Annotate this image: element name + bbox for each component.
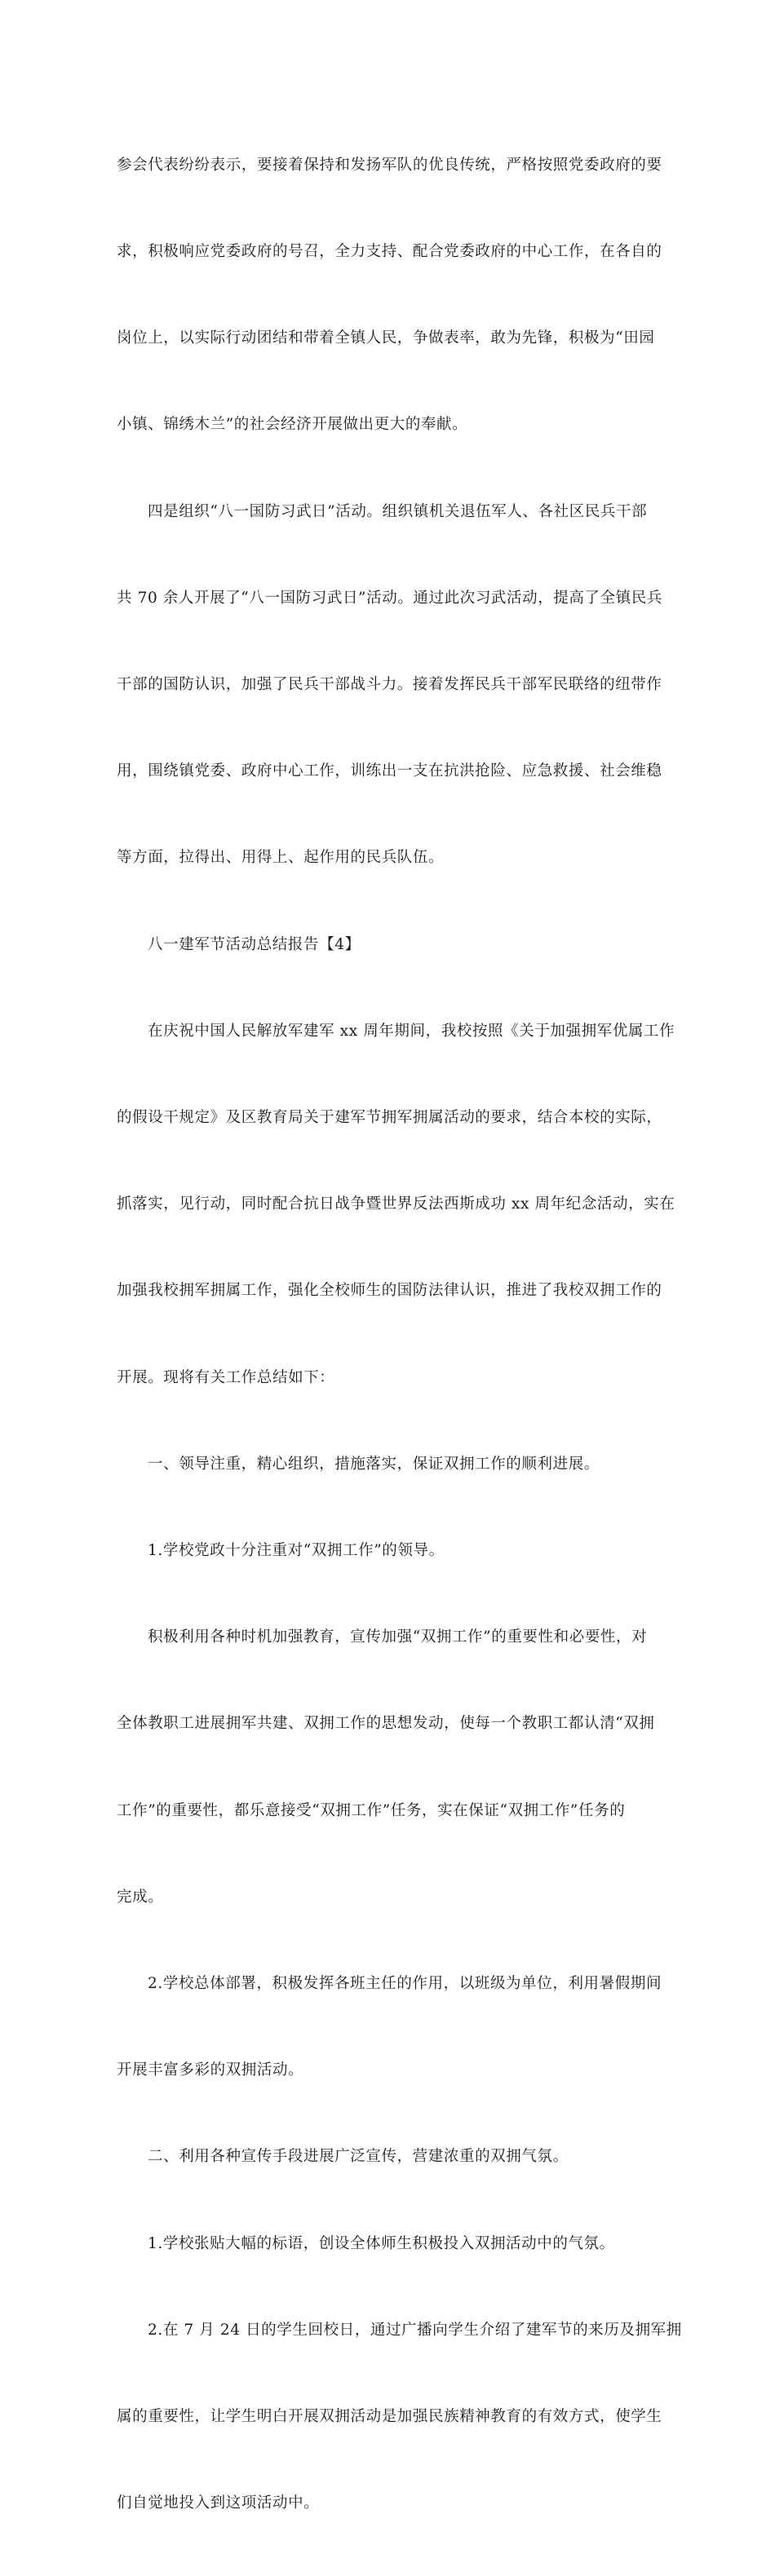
text-line: 求，积极响应党委政府的号召，全力支持、配合党委政府的中心工作，在各自的 [117,243,662,261]
text-line: 用，围绕镇党委、政府中心工作，训练出一支在抗洪抢险、应急救援、社会维稳 [117,762,662,780]
text-line: 加强我校拥军拥属工作，强化全校师生的国防法律认识，推进了我校双拥工作的 [117,1282,662,1300]
text-line: 一、领导注重，精心组织，措施落实，保证双拥工作的顺利进展。 [148,1455,600,1473]
text-line: 参会代表纷纷表示，要接着保持和发扬军队的优良传统，严格按照党委政府的要 [117,156,662,174]
text-line: 等方面，拉得出、用得上、起作用的民兵队伍。 [117,849,445,867]
text-line: 们自觉地投入到这项活动中。 [117,2494,320,2512]
text-line: 属的重要性，让学生明白开展双拥活动是加强民族精神教育的有效方式，使学生 [117,2408,662,2426]
document-page [117,93,682,2576]
text-line: 开展。现将有关工作总结如下： [117,1368,335,1386]
text-line: 积极利用各种时机加强教育，宣传加强“双拥工作”的重要性和必要性，对 [148,1628,648,1646]
text-line: 共 70 余人开展了“八一国防习武日”活动。通过此次习武活动，提高了全镇民兵 [117,589,663,607]
text-line: 工作”的重要性，都乐意接受“双拥工作”任务，实在保证“双拥工作”任务的 [117,1801,626,1819]
text-line: 2.学校总体部署，积极发挥各班主任的作用，以班级为单位，利用暑假期间 [148,1975,662,1993]
text-line: 1.学校张贴大幅的标语，创设全体师生积极投入双拥活动中的气氛。 [148,2234,615,2252]
text-line: 1.学校党政十分注重对“双拥工作”的领导。 [148,1542,445,1560]
text-line: 二、利用各种宣传手段进展广泛宣传，营建浓重的双拥气氛。 [148,2148,569,2166]
text-line: 四是组织“八一国防习武日”活动。组织镇机关退伍军人、各社区民兵干部 [148,502,648,520]
section-heading: 八一建军节活动总结报告【4】 [148,935,361,953]
text-line: 小镇、锦绣木兰”的社会经济开展做出更大的奉献。 [117,416,468,434]
text-line: 干部的国防认识，加强了民兵干部战斗力。接着发挥民兵干部军民联络的纽带作 [117,676,662,694]
text-line: 完成。 [117,1888,164,1906]
text-line: 抓落实，见行动，同时配合抗日战争暨世界反法西斯成功 xx 周年纪念活动，实在 [117,1195,675,1213]
text-line: 的假设干规定》及区教育局关于建军节拥军拥属活动的要求，结合本校的实际， [117,1109,662,1127]
text-line: 全体教职工进展拥军共建、双拥工作的思想发动，使每一个教职工都认清“双拥 [117,1715,655,1733]
text-line: 开展丰富多彩的双拥活动。 [117,2061,304,2079]
text-line: 在庆祝中国人民解放军建军 xx 周年期间，我校按照《关于加强拥军优属工作 [148,1022,675,1040]
document-body [117,93,682,2576]
text-line: 2.在 7 月 24 日的学生回校日，通过广播向学生介绍了建军节的来历及拥军拥 [148,2321,682,2339]
text-line: 岗位上，以实际行动团结和带着全镇人民，争做表率，敢为先锋，积极为“田园 [117,329,655,347]
